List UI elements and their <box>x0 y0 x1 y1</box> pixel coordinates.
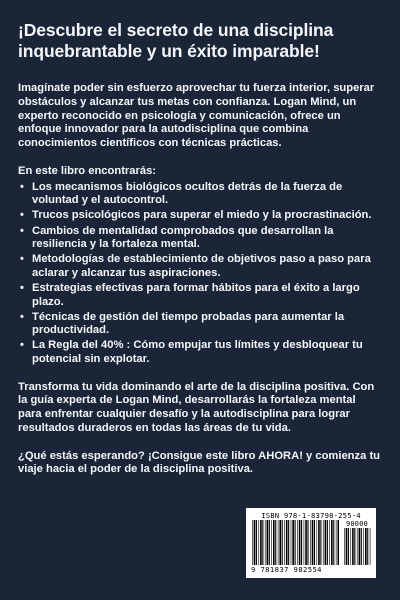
addon-block <box>343 520 371 565</box>
barcode-bar <box>284 520 285 565</box>
barcode-bar <box>254 520 256 565</box>
barcode-bar <box>269 520 270 565</box>
barcode-bar <box>320 520 321 565</box>
bullet-icon: • <box>20 180 24 193</box>
barcode-bar <box>278 520 279 565</box>
barcode-bar <box>318 520 320 565</box>
benefit-item <box>20 310 382 338</box>
benefit-text: Estrategias efectivas para formar hábitos para el éxito a largo plazo. <box>32 281 360 308</box>
benefit-item <box>20 253 382 280</box>
barcode-bar <box>267 520 269 565</box>
benefit-item <box>20 180 382 208</box>
barcode-bar <box>299 520 301 565</box>
barcode-bar <box>357 528 358 565</box>
barcode-bar <box>258 520 259 565</box>
isbn-barcode <box>246 508 376 578</box>
barcode-bar <box>288 520 289 565</box>
benefit-text: Cambios de mentalidad comprobados que desarrollan la resiliencia y la fortaleza mental. <box>32 224 334 251</box>
barcode-bar <box>292 520 294 565</box>
barcode-bars <box>251 520 339 565</box>
barcode-bar <box>329 520 330 565</box>
barcode-bar <box>350 528 351 565</box>
benefits-list <box>18 181 382 367</box>
call-to-action: ¿Qué estás esperando? ¡Consigue este libro AHORA! y comienza tu viaje hacia el poder de la disciplina positiva. <box>18 449 381 476</box>
barcode-bar <box>323 520 324 565</box>
barcode-bar <box>282 520 283 565</box>
barcode-bar <box>273 520 275 565</box>
barcode-bar <box>331 520 333 565</box>
barcode-bar <box>344 528 345 565</box>
barcode-bar <box>317 520 318 565</box>
benefit-text: Metodologías de establecimiento de objetivos paso a paso para aclarar y alcanzar tus aspiraciones. <box>32 253 371 279</box>
headline: ¡Descubre el secreto de una disciplina inquebrantable y un éxito imparable! <box>18 20 334 61</box>
benefit-text: Trucos psicológicos para superar el miedo y la procrastinación. <box>32 209 372 222</box>
barcode-bar <box>275 520 276 565</box>
barcode-bar <box>252 520 253 565</box>
barcode-bar <box>260 520 262 565</box>
barcode-bar <box>312 520 314 565</box>
barcode-bar <box>336 520 337 565</box>
price-code: 90000 <box>345 520 369 528</box>
barcode-bars-row <box>251 520 371 565</box>
benefit-text: Técnicas de gestión del tiempo probadas para aumentar la productividad. <box>32 310 345 337</box>
barcode-bar <box>304 520 305 565</box>
barcode-digits: 9 781837 982554 <box>251 565 322 574</box>
barcode-bar <box>370 528 371 565</box>
barcode-bar <box>363 528 364 565</box>
barcode-bar <box>325 520 327 565</box>
barcode-bar <box>338 520 340 565</box>
barcode-bar <box>265 520 266 565</box>
barcode-bar <box>367 528 368 565</box>
barcode-bar <box>305 520 307 565</box>
barcode-bar <box>262 520 263 565</box>
barcode-bar <box>348 528 349 565</box>
bullet-icon: • <box>20 310 24 323</box>
intro-paragraph: Imagínate poder sin esfuerzo aprovechar tu fuerza interior, superar obstáculos y alcanzar tus metas con confianza. Logan Mind, un experto reconocido en psicología y comunicación, ofrece un enfoque innovador para la autodisciplina que combina conocimientos científicos con técnicas prácticas. <box>18 82 375 150</box>
bullet-icon: • <box>20 224 24 237</box>
bullet-icon: • <box>20 339 24 352</box>
bullet-icon: • <box>20 253 24 266</box>
benefit-text: La Regla del 40% : Cómo empujar tus límites y desbloquear tu potencial sin explotar. <box>32 339 363 365</box>
barcode-bar <box>314 520 315 565</box>
barcode-bar <box>271 520 272 565</box>
benefit-item <box>20 281 382 309</box>
barcode-bar <box>352 528 354 565</box>
barcode-bar <box>354 528 355 565</box>
benefit-item <box>20 209 382 223</box>
barcode-bar <box>333 520 334 565</box>
barcode-bar <box>256 520 257 565</box>
barcode-bar <box>301 520 302 565</box>
list-intro: En este libro encontrarás: <box>18 164 157 177</box>
benefit-item <box>20 339 382 366</box>
benefit-text: Los mecanismos biológicos ocultos detrás de la fuerza de voluntad y el autocontrol. <box>32 180 343 207</box>
barcode-bar <box>307 520 308 565</box>
bullet-icon: • <box>20 209 24 222</box>
barcode-bar <box>365 528 367 565</box>
barcode-bar <box>361 528 362 565</box>
barcode-bar <box>359 528 361 565</box>
bullet-icon: • <box>20 281 24 294</box>
barcode-bar <box>286 520 288 565</box>
transform-paragraph: Transforma tu vida dominando el arte de la disciplina positiva. Con la guía experta de Logan Mind, desarrollarás la fortaleza mental para enfrentar cualquier desafío y la autodisciplina para lograr resultados duraderos en todas las áreas de tu vida. <box>18 380 375 434</box>
barcode-bar <box>297 520 298 565</box>
barcode-bar <box>310 520 311 565</box>
benefit-item <box>20 224 382 252</box>
barcode-bar <box>295 520 296 565</box>
barcode-bar <box>279 520 281 565</box>
isbn-label: ISBN 978-1-83798-255-4 <box>261 511 361 520</box>
addon-barcode-bars <box>343 528 371 565</box>
barcode-bar <box>327 520 328 565</box>
barcode-bar <box>346 528 348 565</box>
barcode-bar <box>291 520 292 565</box>
